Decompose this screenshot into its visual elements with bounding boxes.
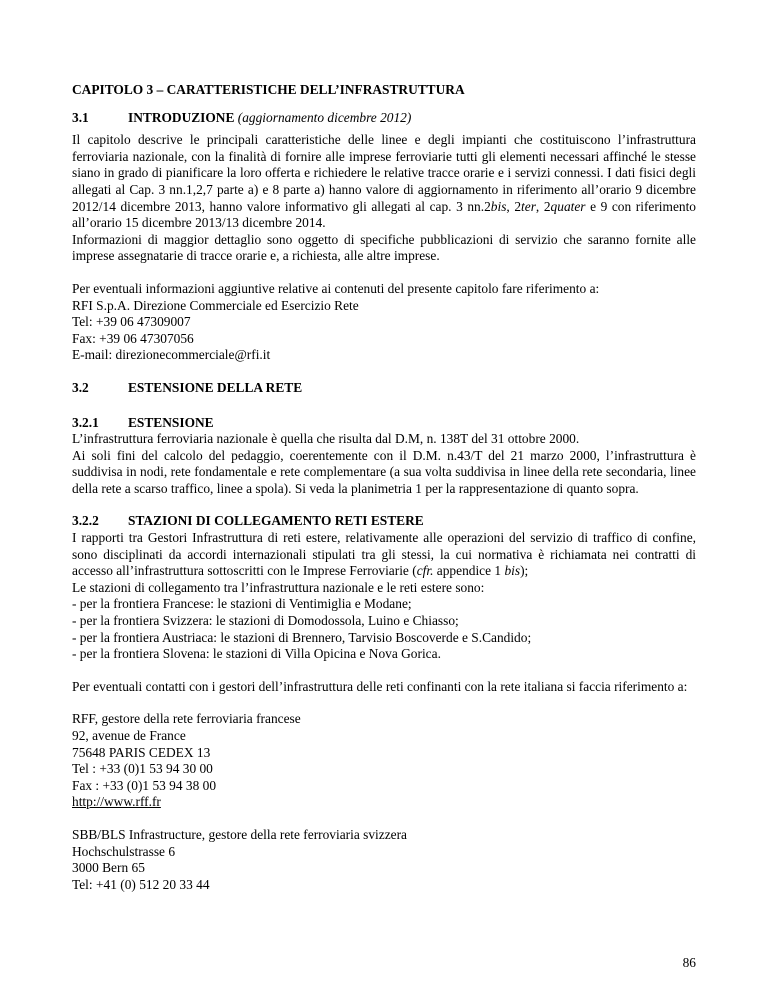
sbb-address-line: SBB/BLS Infrastructure, gestore della rete ferroviaria svizzera <box>72 826 408 842</box>
section-number: 3.2 <box>72 379 89 395</box>
section-3-1-paragraph-1: Il capitolo descrive le principali caratteristiche delle linee e degli impianti che costituiscono l’infrastruttura ferroviaria nazionale, con la finalità di fornire alle imprese ferroviarie tutti gli elementi necessari affinché le stesse siano in grado di pianificare la loro offerta e richiedere le relative tracce orarie e i servizi connessi. I dati fisici degli allegati al Cap. 3 nn.1,2,7 parte a) e 8 parte a) hanno valore di aggiornamento in riferimento all’orario 9 dicembre 2012/14 dicembre 2013, hanno valore informativo gli allegati al cap. 3 nn.2bis, 2ter, 2quater e 9 con riferimento all’orario 15 dicembre 2013/13 dicembre 2014. <box>72 132 697 231</box>
border-stations-item: - per la frontiera Francese: le stazioni di Ventimiglia e Modane; <box>72 596 412 612</box>
section-3-1-heading <box>72 110 696 127</box>
section-number: 3.1 <box>72 109 89 125</box>
contact-telephone: Tel: +39 06 47309007 <box>72 314 191 330</box>
section-3-2-1-paragraph-1: L’infrastruttura ferroviaria nazionale è quella che risulta dal D.M, n. 138T del 31 ottobre 2000. <box>72 431 580 447</box>
chapter-title: CAPITOLO 3 – CARATTERISTICHE DELL’INFRASTRUTTURA <box>72 82 465 97</box>
contacts-intro: Per eventuali contatti con i gestori dell’infrastruttura delle reti confinanti con la rete italiana si faccia riferimento a: <box>72 678 688 694</box>
section-number: 3.2.1 <box>72 414 99 430</box>
section-title: ESTENSIONE <box>128 414 214 430</box>
sbb-telephone: Tel: +41 (0) 512 20 33 44 <box>72 876 210 892</box>
rff-address-line: 92, avenue de France <box>72 728 186 743</box>
section-3-2-2-paragraph-2: Le stazioni di collegamento tra l’infrastruttura nazionale e le reti estere sono: <box>72 579 485 595</box>
rff-address-line: RFF, gestore della rete ferroviaria francese <box>72 711 301 727</box>
rff-telephone: Tel : +33 (0)1 53 94 30 00 <box>72 761 213 777</box>
contact-intro: Per eventuali informazioni aggiuntive relative ai contenuti del presente capitolo fare riferimento a: <box>72 280 600 296</box>
contact-organization: RFI S.p.A. Direzione Commerciale ed Esercizio Rete <box>72 297 359 313</box>
contact-email: E-mail: direzionecommerciale@rfi.it <box>72 347 271 363</box>
page-number: 86 <box>682 955 696 970</box>
section-3-2-1-heading <box>72 415 696 432</box>
section-3-2-1-paragraph-2: Ai soli fini del calcolo del pedaggio, coerentemente con il D.M. n.43/T del 21 marzo 2000, l’infrastruttura è suddivisa in nodi, rete fondamentale e rete complementare (a sua volta suddivisa in linee della rete secondaria, linee della rete a scarso traffico, linee a spola). Si veda la planimetria 1 per la rappresentazione di quanto sopra. <box>72 447 696 496</box>
sbb-address-line: 3000 Bern 65 <box>72 860 145 876</box>
section-3-2-heading <box>72 380 696 397</box>
rff-website-link[interactable]: http://www.rff.fr <box>72 794 161 810</box>
contact-fax: Fax: +39 06 47307056 <box>72 330 194 346</box>
section-title: ESTENSIONE DELLA RETE <box>128 379 303 395</box>
sbb-address-line: Hochschulstrasse 6 <box>72 843 176 859</box>
border-stations-item: - per la frontiera Slovena: le stazioni di Villa Opicina e Nova Gorica. <box>72 646 441 662</box>
section-3-2-2-heading <box>72 513 696 530</box>
border-stations-item: - per la frontiera Svizzera: le stazioni di Domodossola, Luino e Chiasso; <box>72 613 459 629</box>
section-3-1-paragraph-2: Informazioni di maggior dettaglio sono oggetto di specifiche pubblicazioni di servizio che saranno fornite alle imprese assegnatarie di tracce orarie e, a richiesta, alle altre imprese. <box>72 231 696 264</box>
rff-fax: Fax : +33 (0)1 53 94 38 00 <box>72 777 217 793</box>
rff-address-line: 75648 PARIS CEDEX 13 <box>72 744 211 760</box>
section-update-note: (aggiornamento dicembre 2012) <box>237 109 412 125</box>
border-stations-item: - per la frontiera Austriaca: le stazioni di Brennero, Tarvisio Boscoverde e S.Candido; <box>72 629 532 645</box>
section-3-2-2-paragraph-1: I rapporti tra Gestori Infrastruttura di reti estere, relativamente alle operazioni del servizio di traffico di confine, sono disciplinati da accordi internazionali stipulati tra gli stessi, la cui normativa è richiamata nei contratti di accesso all’infrastruttura sottoscritti con le Imprese Ferroviarie (cfr. appendice 1 bis); <box>72 530 696 579</box>
section-number: 3.2.2 <box>72 513 99 529</box>
document-page <box>72 82 696 893</box>
section-title: INTRODUZIONE <box>128 109 235 125</box>
section-title: STAZIONI DI COLLEGAMENTO RETI ESTERE <box>128 513 424 529</box>
